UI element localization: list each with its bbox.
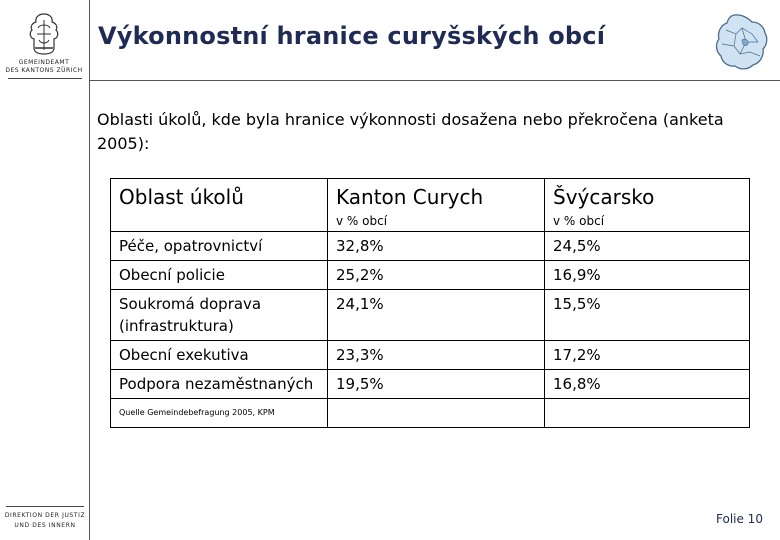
row-swiss-value: 24,5% <box>545 232 750 261</box>
source-row-empty-cell <box>328 399 545 428</box>
footer-divider <box>6 506 84 507</box>
row-area: Soukromá doprava (infrastruktura) <box>111 290 328 341</box>
directorate-line2: UND DES INNERN <box>14 522 76 529</box>
slide-number: Folie 10 <box>716 512 763 526</box>
row-zurich-value: 24,1% <box>328 290 545 341</box>
row-swiss-value: 15,5% <box>545 290 750 341</box>
column-header-swiss <box>545 179 750 232</box>
table-source: Quelle Gemeindebefragung 2005, KPM <box>111 399 328 428</box>
row-zurich-value: 25,2% <box>328 261 545 290</box>
canton-lion-logo-icon <box>24 12 64 56</box>
row-swiss-value: 16,9% <box>545 261 750 290</box>
table-row <box>111 261 750 290</box>
page-title: Výkonnostní hranice curyšských obcí <box>98 22 606 50</box>
logo-caption-line2: DES KANTONS ZÜRICH <box>5 67 83 74</box>
logo-caption-line1: GEMEINDEAMT <box>18 59 70 66</box>
row-swiss-value: 16,8% <box>545 370 750 399</box>
row-zurich-value: 19,5% <box>328 370 545 399</box>
column-header-swiss-unit: v % obcí <box>553 214 605 228</box>
column-header-zurich-unit: v % obcí <box>336 214 388 228</box>
data-table <box>110 178 750 428</box>
row-area: Podpora nezaměstnaných <box>111 370 328 399</box>
header-divider <box>89 80 780 81</box>
row-area: Obecní policie <box>111 261 328 290</box>
logo-divider <box>8 78 82 79</box>
row-zurich-value: 23,3% <box>328 341 545 370</box>
table-row <box>111 370 750 399</box>
row-area: Péče, opatrovnictví <box>111 232 328 261</box>
column-header-area-label: Oblast úkolů <box>119 185 244 209</box>
table-row <box>111 290 750 341</box>
row-swiss-value: 17,2% <box>545 341 750 370</box>
source-row-empty-cell <box>545 399 750 428</box>
column-header-area <box>111 179 328 232</box>
row-area: Obecní exekutiva <box>111 341 328 370</box>
column-header-swiss-label: Švýcarsko <box>553 185 655 209</box>
sidebar <box>0 0 90 540</box>
column-header-zurich-label: Kanton Curych <box>336 185 484 209</box>
directorate-caption <box>2 511 88 531</box>
row-zurich-value: 32,8% <box>328 232 545 261</box>
column-header-zurich <box>328 179 545 232</box>
table-row <box>111 232 750 261</box>
table-row <box>111 341 750 370</box>
intro-text: Oblasti úkolů, kde byla hranice výkonnosti dosažena nebo překročena (anketa 2005): <box>97 110 724 153</box>
table-source-row <box>111 399 750 428</box>
table-header-row <box>111 179 750 232</box>
directorate-line1: DIREKTION DER JUSTIZ <box>4 512 86 519</box>
canton-map-icon <box>712 12 770 72</box>
